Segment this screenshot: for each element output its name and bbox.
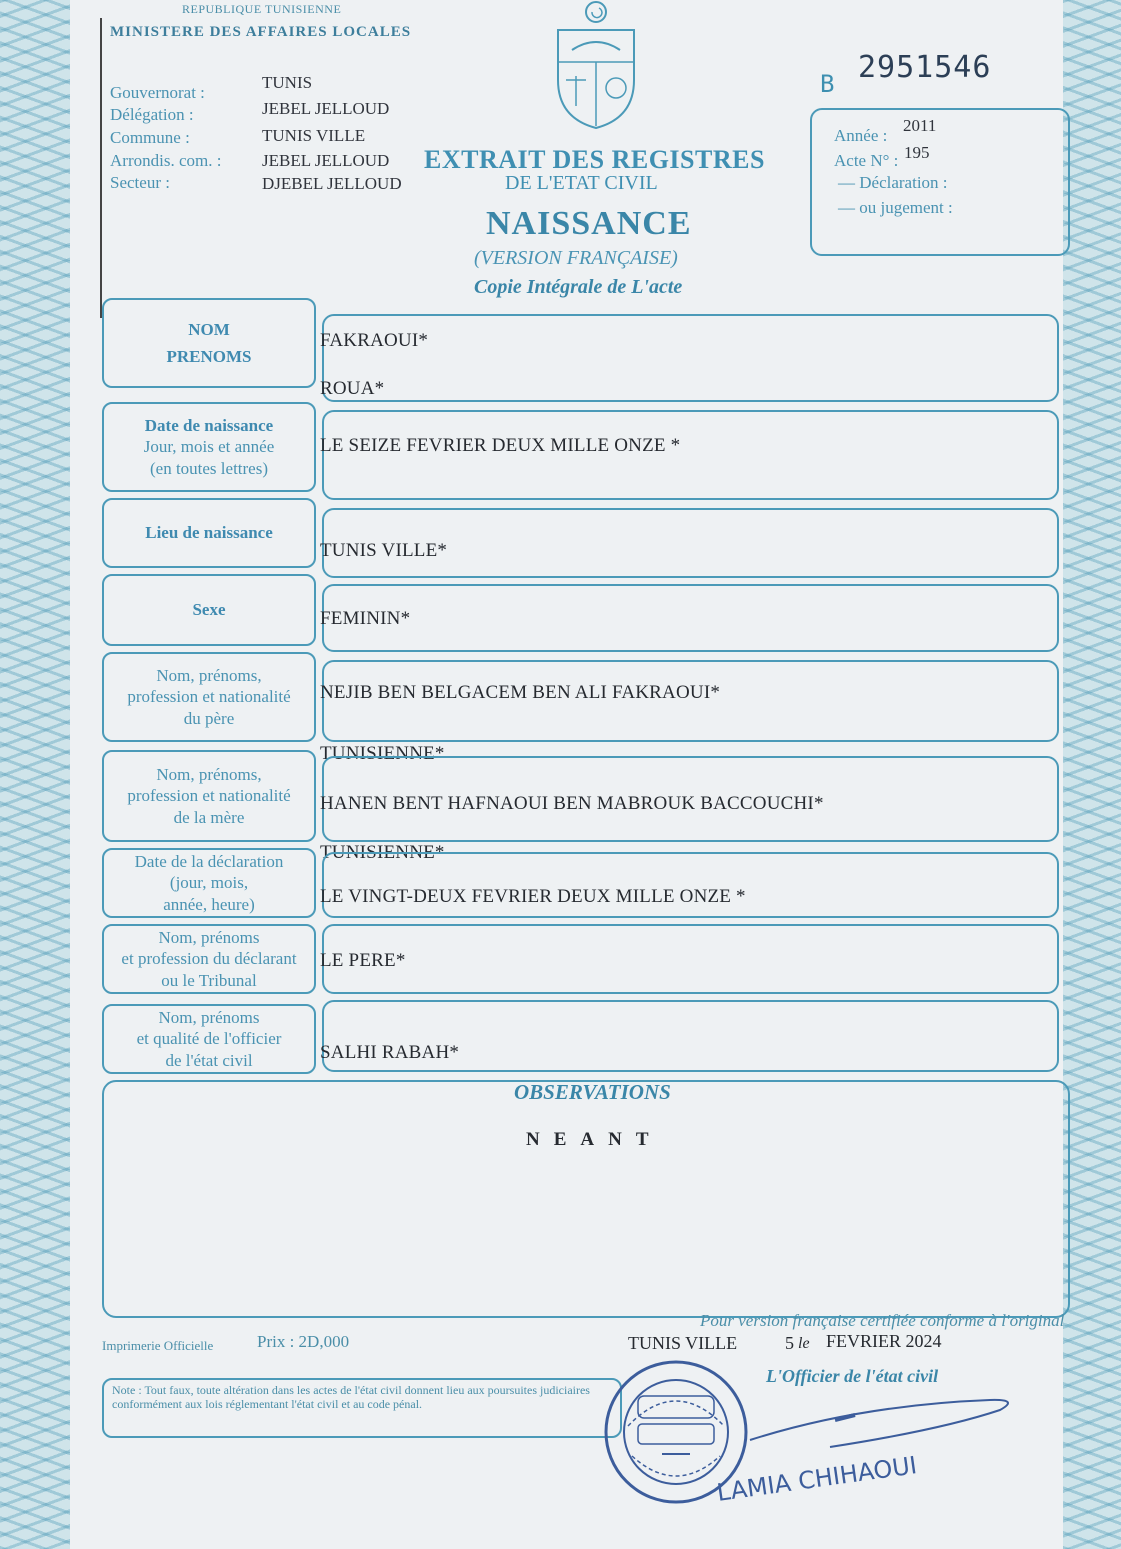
republic-label: REPUBLIQUE TUNISIENNE — [182, 2, 342, 16]
officier-signature-label: L'Officier de l'état civil — [766, 1366, 939, 1386]
delegation-value: JEBEL JELLOUD — [262, 99, 390, 118]
title-etat-civil: DE L'ETAT CIVIL — [505, 172, 658, 194]
declaration-date-field — [322, 852, 1059, 918]
lieu-naissance-label: Lieu de naissance — [102, 498, 316, 568]
nom-value: FAKRAOUI* — [320, 330, 429, 351]
title-copie: Copie Intégrale de L'acte — [474, 276, 683, 298]
guilloche-border-right — [1063, 0, 1121, 1549]
declaration-date-label: Date de la déclaration (jour, mois, année, heure) — [102, 848, 316, 918]
officier-label: Nom, prénoms et qualité de l'officier de l'état civil — [102, 1004, 316, 1074]
gouvernorat-label: Gouvernorat : — [110, 83, 205, 102]
title-naissance: NAISSANCE — [486, 205, 692, 242]
legal-note: Note : Tout faux, toute altération dans les actes de l'état civil donnent lieu aux poursuites judiciaires conformément aux lois réglementant l'état civil et au code pénal. — [102, 1378, 622, 1438]
declarant-label: Nom, prénoms et profession du déclarant ou le Tribunal — [102, 924, 316, 994]
lieu-naissance-value: TUNIS VILLE* — [320, 540, 448, 561]
mere-label: Nom, prénoms, profession et nationalité de la mère — [102, 750, 316, 842]
observations-title: OBSERVATIONS — [514, 1080, 671, 1104]
annee-value: 2011 — [903, 116, 937, 135]
pere-nationalite: TUNISIENNE* — [320, 743, 445, 764]
serial-prefix: B — [820, 70, 835, 98]
pere-value: NEJIB BEN BELGACEM BEN ALI FAKRAOUI* — [320, 682, 721, 703]
imprimerie-label: Imprimerie Officielle — [102, 1338, 214, 1353]
delegation-label: Délégation : — [110, 105, 194, 124]
observations-value: NEANT — [526, 1129, 663, 1150]
prix-label: Prix : 2D,000 — [257, 1332, 350, 1351]
sexe-value: FEMININ* — [320, 608, 411, 629]
jugement-label: — ou jugement : — [838, 198, 953, 217]
arrondissement-value: JEBEL JELLOUD — [262, 151, 390, 170]
nom-prenoms-field — [322, 314, 1059, 402]
issue-le: le — [798, 1335, 810, 1352]
commune-value: TUNIS VILLE — [262, 126, 366, 145]
pere-label: Nom, prénoms, profession et nationalité du père — [102, 652, 316, 742]
guilloche-border-left — [0, 0, 70, 1549]
commune-label: Commune : — [110, 128, 190, 147]
officier-value: SALHI RABAH* — [320, 1042, 460, 1063]
declarant-field — [322, 924, 1059, 994]
declaration-label: — Déclaration : — [838, 173, 948, 192]
title-extrait: EXTRAIT DES REGISTRES — [424, 145, 765, 174]
left-margin-rule — [100, 18, 102, 318]
signature-name-stamp: LAMIA CHIHAOUI — [715, 1451, 919, 1507]
title-version: (VERSION FRANÇAISE) — [474, 247, 678, 269]
nom-prenoms-label — [102, 298, 316, 388]
gouvernorat-value: TUNIS — [262, 73, 313, 92]
observations-box — [102, 1080, 1070, 1318]
sexe-label: Sexe — [102, 574, 316, 646]
sexe-field — [322, 584, 1059, 652]
serial-number: 2951546 — [858, 50, 992, 85]
ministry-label: MINISTERE DES AFFAIRES LOCALES — [110, 24, 412, 40]
issue-place: TUNIS VILLE — [628, 1333, 738, 1353]
nom-label: NOM — [188, 319, 230, 339]
prenoms-value: ROUA* — [320, 378, 385, 399]
handwritten-signature — [740, 1385, 1020, 1455]
secteur-value: DJEBEL JELLOUD — [262, 174, 402, 193]
prenoms-label: PRENOMS — [166, 347, 252, 366]
acte-number-label: Acte N° : — [834, 151, 899, 170]
issue-month-year: FEVRIER 2024 — [826, 1331, 942, 1351]
date-naissance-label: Date de naissance Jour, mois et année (en toutes lettres) — [102, 402, 316, 492]
secteur-label: Secteur : — [110, 173, 170, 192]
date-naissance-value: LE SEIZE FEVRIER DEUX MILLE ONZE * — [320, 435, 681, 456]
arrondissement-label: Arrondis. com. : — [110, 151, 222, 170]
certification-text: Pour version française certifiée conforme à l'original — [700, 1311, 1065, 1330]
coat-of-arms-icon — [550, 0, 642, 132]
issue-day: 5 — [785, 1333, 794, 1353]
declarant-value: LE PERE* — [320, 950, 406, 971]
mere-nationalite: TUNISIENNE* — [320, 842, 445, 863]
annee-label: Année : — [834, 126, 888, 145]
mere-value: HANEN BENT HAFNAOUI BEN MABROUK BACCOUCHI* — [320, 793, 824, 814]
acte-number-value: 195 — [904, 143, 930, 162]
declaration-date-value: LE VINGT-DEUX FEVRIER DEUX MILLE ONZE * — [320, 886, 746, 907]
